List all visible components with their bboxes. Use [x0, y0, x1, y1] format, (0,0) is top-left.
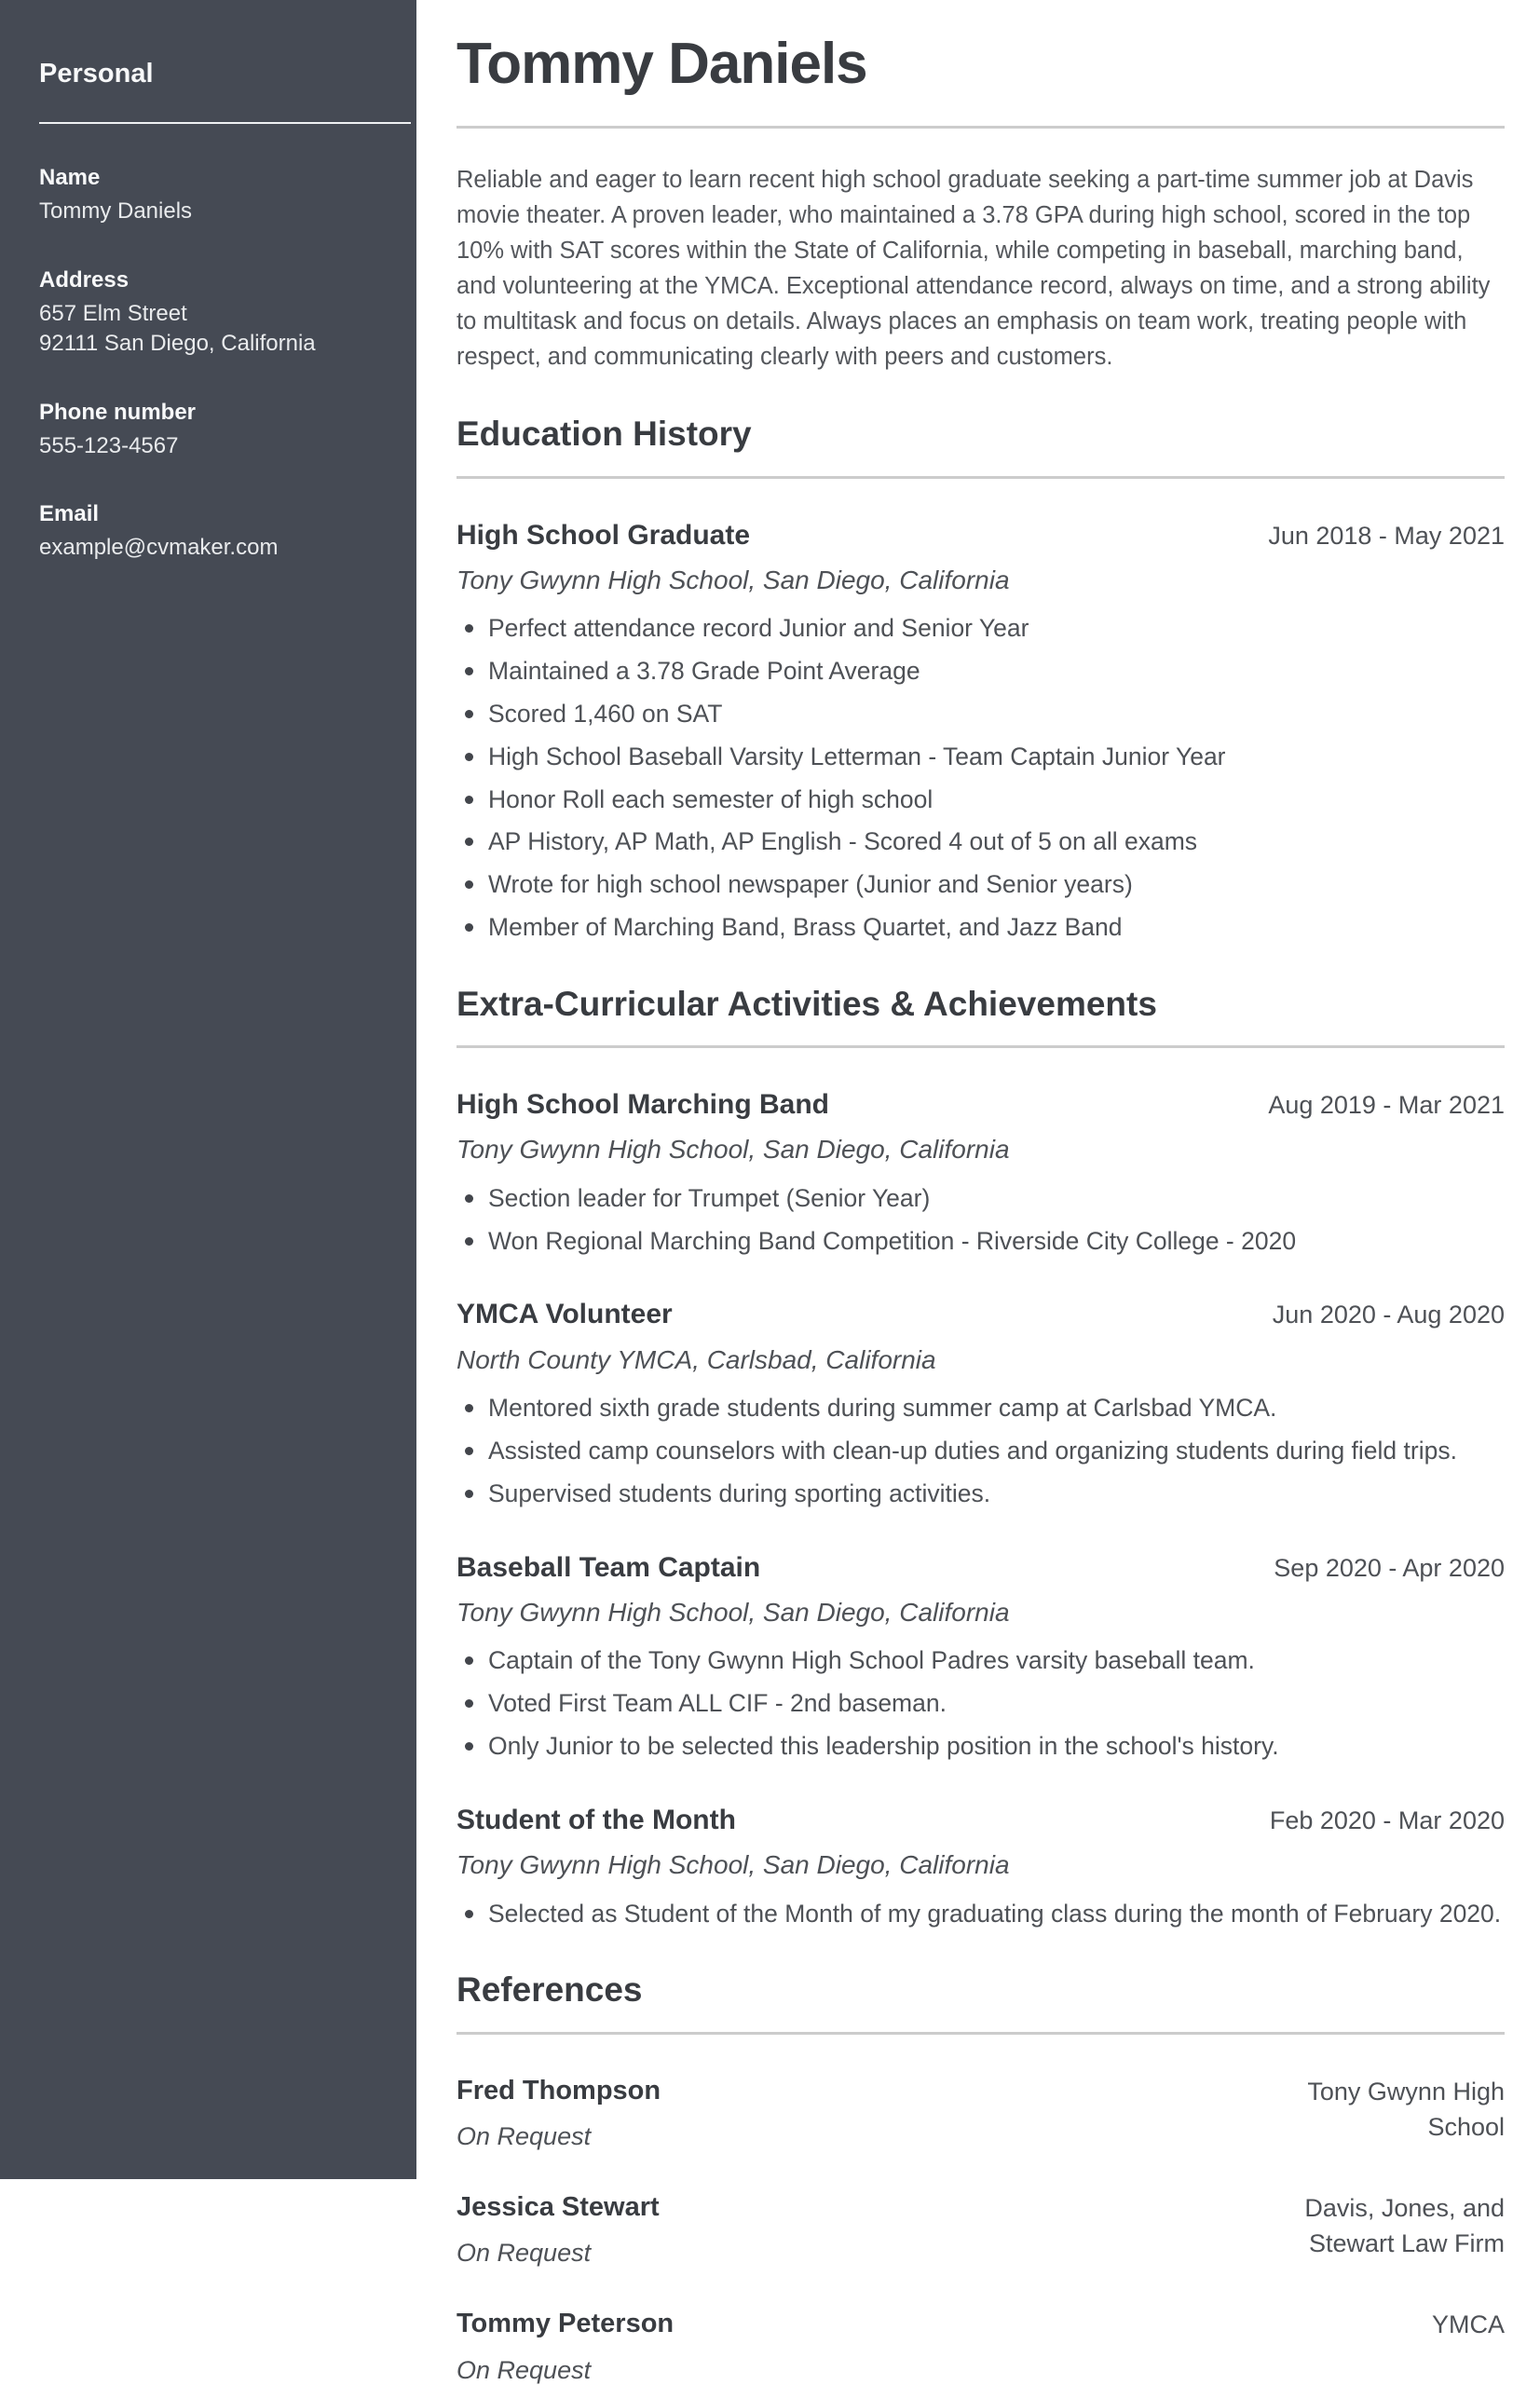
entry-student-of-month [457, 1803, 1505, 1931]
entry-date: Jun 2020 - Aug 2020 [1272, 1301, 1505, 1329]
bullet-item: Voted First Team ALL CIF - 2nd baseman. [457, 1687, 1505, 1721]
bullet-item: Wrote for high school newspaper (Junior and Senior years) [457, 868, 1505, 902]
bullet-item: Only Junior to be selected this leadership position in the school's history. [457, 1730, 1505, 1764]
bullet-item: Honor Roll each semester of high school [457, 784, 1505, 817]
section-title: Education History [457, 415, 752, 454]
title-divider [457, 126, 1505, 129]
section-extra-curricular [457, 984, 1505, 1931]
bullet-item: Member of Marching Band, Brass Quartet, and Jazz Band [457, 911, 1505, 945]
reference-name: Tommy Peterson [457, 2309, 675, 2339]
reference-organization: Tony Gwynn High School [1307, 2077, 1505, 2142]
reference-left [457, 2074, 661, 2151]
reference-row [457, 2190, 1505, 2268]
field-label: Phone number [39, 399, 197, 425]
entry-header [457, 1087, 1505, 1123]
field-label: Email [39, 501, 100, 527]
entry-ymca-volunteer [457, 1297, 1505, 1510]
bullet-item: Won Regional Marching Band Competition - Riverside City College - 2020 [457, 1225, 1505, 1259]
entry-bullet-list [457, 1182, 1505, 1259]
candidate-name-title: Tommy Daniels [457, 32, 867, 96]
reference-organization: YMCA [1431, 2310, 1505, 2339]
entry-date: Sep 2020 - Apr 2020 [1274, 1553, 1505, 1582]
section-divider [457, 2032, 1505, 2035]
section-education-history [457, 414, 1505, 944]
entry-subtitle: Tony Gwynn High School, San Diego, California [457, 1135, 1010, 1165]
reference-availability: On Request [457, 2239, 592, 2268]
bullet-item: Captain of the Tony Gwynn High School Padres varsity baseball team. [457, 1644, 1505, 1678]
entry-subtitle: North County YMCA, Carlsbad, California [457, 1344, 936, 1374]
field-value: example@cvmaker.com [39, 535, 279, 561]
field-name [39, 164, 379, 226]
bullet-item: AP History, AP Math, AP English - Scored 4 out of 5 on all exams [457, 825, 1505, 859]
entry-bullet-list [457, 1644, 1505, 1763]
entry-subtitle: Tony Gwynn High School, San Diego, California [457, 566, 1010, 595]
reference-availability: On Request [457, 2122, 592, 2151]
field-value: 657 Elm Street [39, 300, 187, 326]
bullet-item: Mentored sixth grade students during summer camp at Carlsbad YMCA. [457, 1392, 1505, 1425]
field-label: Address [39, 266, 129, 293]
entry-subtitle: Tony Gwynn High School, San Diego, California [457, 1850, 1010, 1880]
field-value: 92111 San Diego, California [39, 330, 316, 356]
field-email [39, 500, 379, 563]
entry-bullet-list [457, 1898, 1505, 1931]
section-divider [457, 476, 1505, 479]
sidebar-divider [39, 122, 411, 124]
entry-high-school-graduate [457, 518, 1505, 945]
section-title: References [457, 1970, 643, 2010]
personal-sidebar [0, 0, 416, 2179]
section-references [457, 1969, 1505, 2384]
entry-header [457, 1803, 1505, 1838]
reference-name: Fred Thompson [457, 2075, 661, 2106]
entry-title: Baseball Team Captain [457, 1551, 761, 1583]
field-phone [39, 399, 379, 461]
entry-title: High School Marching Band [457, 1088, 830, 1120]
entry-date: Jun 2018 - May 2021 [1268, 521, 1505, 550]
section-divider [457, 1045, 1505, 1048]
bullet-item: Supervised students during sporting activities. [457, 1478, 1505, 1511]
sidebar-title: Personal [39, 59, 154, 89]
entry-title: High School Graduate [457, 519, 751, 551]
bullet-item: Scored 1,460 on SAT [457, 698, 1505, 731]
bullet-item: High School Baseball Varsity Letterman - Team Captain Junior Year [457, 741, 1505, 774]
bullet-item: Assisted camp counselors with clean-up duties and organizing students during field trips. [457, 1435, 1505, 1468]
section-title: Extra-Curricular Activities & Achievements [457, 984, 1157, 1023]
entry-bullet-list [457, 612, 1505, 944]
field-address [39, 266, 379, 359]
entry-bullet-list [457, 1392, 1505, 1510]
reference-name: Jessica Stewart [457, 2192, 660, 2223]
reference-row [457, 2074, 1505, 2151]
reference-availability: On Request [457, 2355, 592, 2384]
bullet-item: Perfect attendance record Junior and Senior Year [457, 612, 1505, 646]
profile-summary: Reliable and eager to learn recent high school graduate seeking a part-time summer job at Davis movie theater. A proven leader, who maintained a 3.78 GPA during high school, scored in the top 10% with SAT scores within the State of California, while competing in baseball, marching band, and volunteering at the YMCA. Exceptional attendance record, always on time, and a strong ability to multitask and focus on details. Always places an emphasis on team work, treating people with respect, and communicating clearly with peers and customers. [457, 167, 1491, 371]
field-value: 555-123-4567 [39, 432, 179, 458]
bullet-item: Maintained a 3.78 Grade Point Average [457, 655, 1505, 688]
entry-title: Student of the Month [457, 1804, 736, 1835]
field-label: Name [39, 164, 101, 190]
entry-date: Aug 2019 - Mar 2021 [1268, 1090, 1505, 1119]
entry-header [457, 1297, 1505, 1332]
bullet-item: Section leader for Trumpet (Senior Year) [457, 1182, 1505, 1216]
field-value: Tommy Daniels [39, 198, 193, 224]
entry-header [457, 1550, 1505, 1586]
resume-content [416, 0, 1540, 2384]
reference-left [457, 2307, 674, 2384]
reference-organization: Davis, Jones, and Stewart Law Firm [1304, 2194, 1505, 2258]
entry-subtitle: Tony Gwynn High School, San Diego, California [457, 1598, 1010, 1628]
reference-left [457, 2190, 660, 2268]
entry-date: Feb 2020 - Mar 2020 [1269, 1806, 1505, 1834]
entry-marching-band [457, 1087, 1505, 1258]
reference-row [457, 2307, 1505, 2384]
bullet-item: Selected as Student of the Month of my graduating class during the month of February 2020. [457, 1898, 1505, 1931]
entry-title: YMCA Volunteer [457, 1299, 673, 1330]
entry-header [457, 518, 1505, 553]
entry-baseball-captain [457, 1550, 1505, 1764]
